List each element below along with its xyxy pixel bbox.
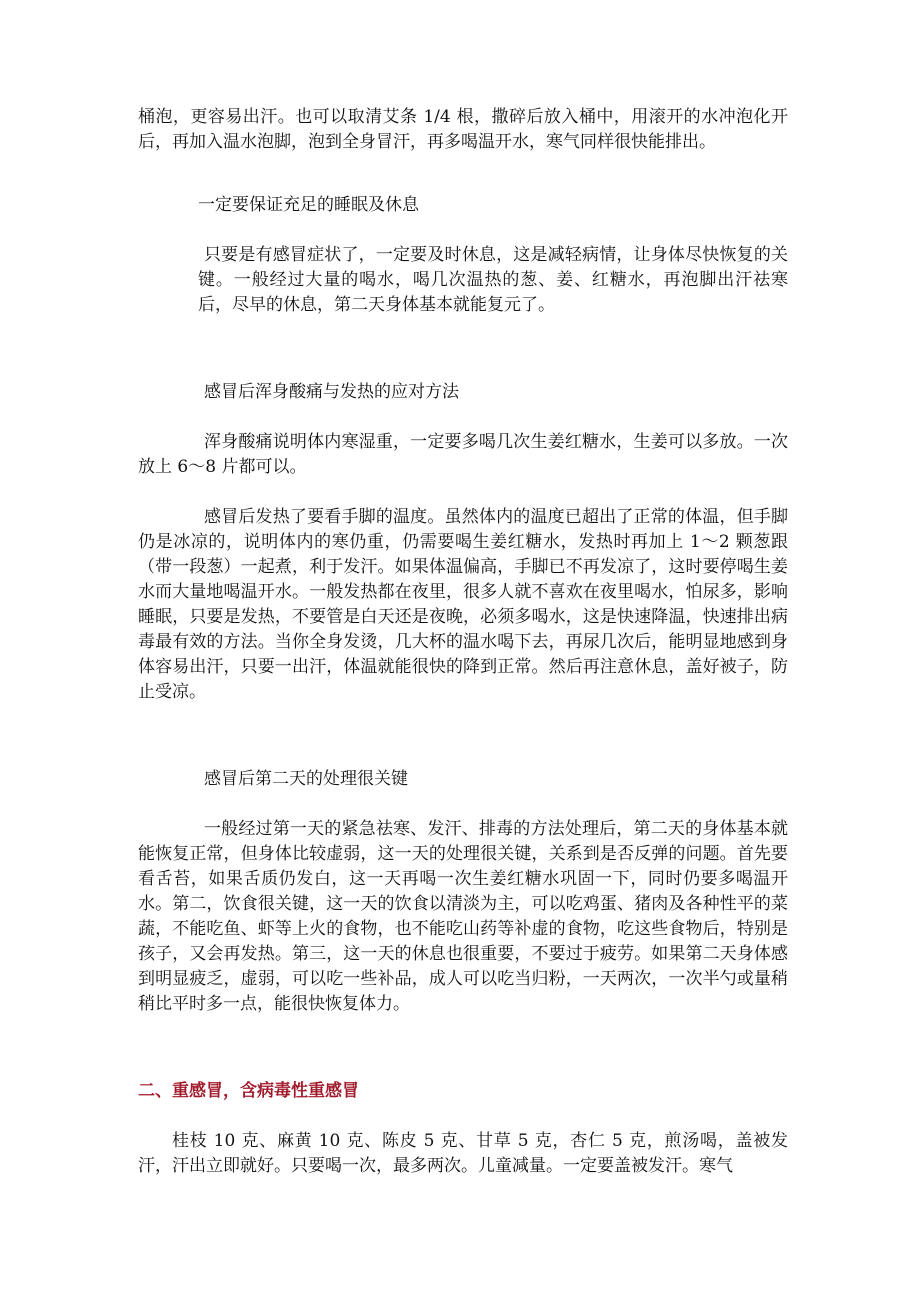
- spacer: [138, 480, 788, 505]
- spacer: [138, 155, 788, 193]
- spacer: [138, 705, 788, 767]
- spacer: [138, 1017, 788, 1079]
- paragraph-sleep-rest: 只要是有感冒症状了，一定要及时休息，这是减轻病情，让身体尽快恢复的关键。一般经过大量的喝水，喝几次温热的葱、姜、红糖水，再泡脚出汗祛寒后，尽早的休息，第二天身体基本就能复元了。: [198, 245, 788, 315]
- paragraph-fever: 感冒后发热了要看手脚的温度。虽然体内的温度已超出了正常的体温，但手脚仍是冰凉的，说明体内的寒仍重，仍需要喝生姜红糖水，发热时再加上 1～2 颗葱跟（带一段葱）一起煮，利于发汗。如果体温偏高，手脚已不再发凉了，这时要停喝生姜水而大量地喝温开水。一般发热都在夜里，很多人就不喜欢在夜里喝水，怕尿多，影响睡眠，只要是发热，不要管是白天还是夜晚，必须多喝水，这是快速降温，快速排出病毒最有效的方法。当你全身发烫，几大杯的温水喝下去，再尿几次后，能明显地感到身体容易出汗，只要一出汗，体温就能很快的降到正常。然后再注意休息，盖好被子，防止受凉。: [138, 507, 788, 702]
- paragraph-second-day: 一般经过第一天的紧急祛寒、发汗、排毒的方法处理后，第二天的身体基本就能恢复正常，但身体比较虚弱，这一天的处理很关键，关系到是否反弹的问题。首先要看舌苔，如果舌质仍发白，这一天再喝一次生姜红糖水巩固一下，同时仍要多喝温开水。第二，饮食很关键，这一天的饮食以清淡为主，可以吃鸡蛋、猪肉及各种性平的菜蔬，不能吃鱼、虾等上火的食物，也不能吃山药等补虚的食物，吃这些食物后，特别是孩子，又会再发热。第三，这一天的休息也很重要，不要过于疲劳。如果第二天身体感到明显疲乏，虚弱，可以吃一些补品，成人可以吃当归粉，一天两次，一次半勺或量稍稍比平时多一点，能很快恢复体力。: [138, 819, 788, 1014]
- heading-body-ache-fever: 感冒后浑身酸痛与发热的应对方法: [204, 382, 459, 402]
- heading-sleep-rest: 一定要保证充足的睡眠及休息: [198, 195, 419, 215]
- paragraph-foot-soak-continuation: 桶泡，更容易出汗。也可以取清艾条 1/4 根，撒碎后放入桶中，用滚开的水冲泡化开后，再加入温水泡脚，泡到全身冒汗，再多喝温开水，寒气同样很快能排出。: [138, 107, 788, 152]
- spacer: [138, 318, 788, 380]
- document-page: [138, 105, 788, 1179]
- spacer: [138, 218, 788, 243]
- spacer: [138, 1104, 788, 1129]
- heading-second-day: 感冒后第二天的处理很关键: [204, 769, 408, 789]
- section-heading-severe-cold: 二、重感冒，含病毒性重感冒: [138, 1081, 359, 1101]
- spacer: [138, 792, 788, 817]
- paragraph-severe-cold-recipe: 桂枝 10 克、麻黄 10 克、陈皮 5 克、甘草 5 克，杏仁 5 克，煎汤喝，盖被发汗，汗出立即就好。只要喝一次，最多两次。儿童减量。一定要盖被发汗。寒气: [138, 1131, 788, 1176]
- paragraph-body-ache: 浑身酸痛说明体内寒湿重，一定要多喝几次生姜红糖水，生姜可以多放。一次放上 6～8 片都可以。: [138, 432, 788, 477]
- spacer: [138, 405, 788, 430]
